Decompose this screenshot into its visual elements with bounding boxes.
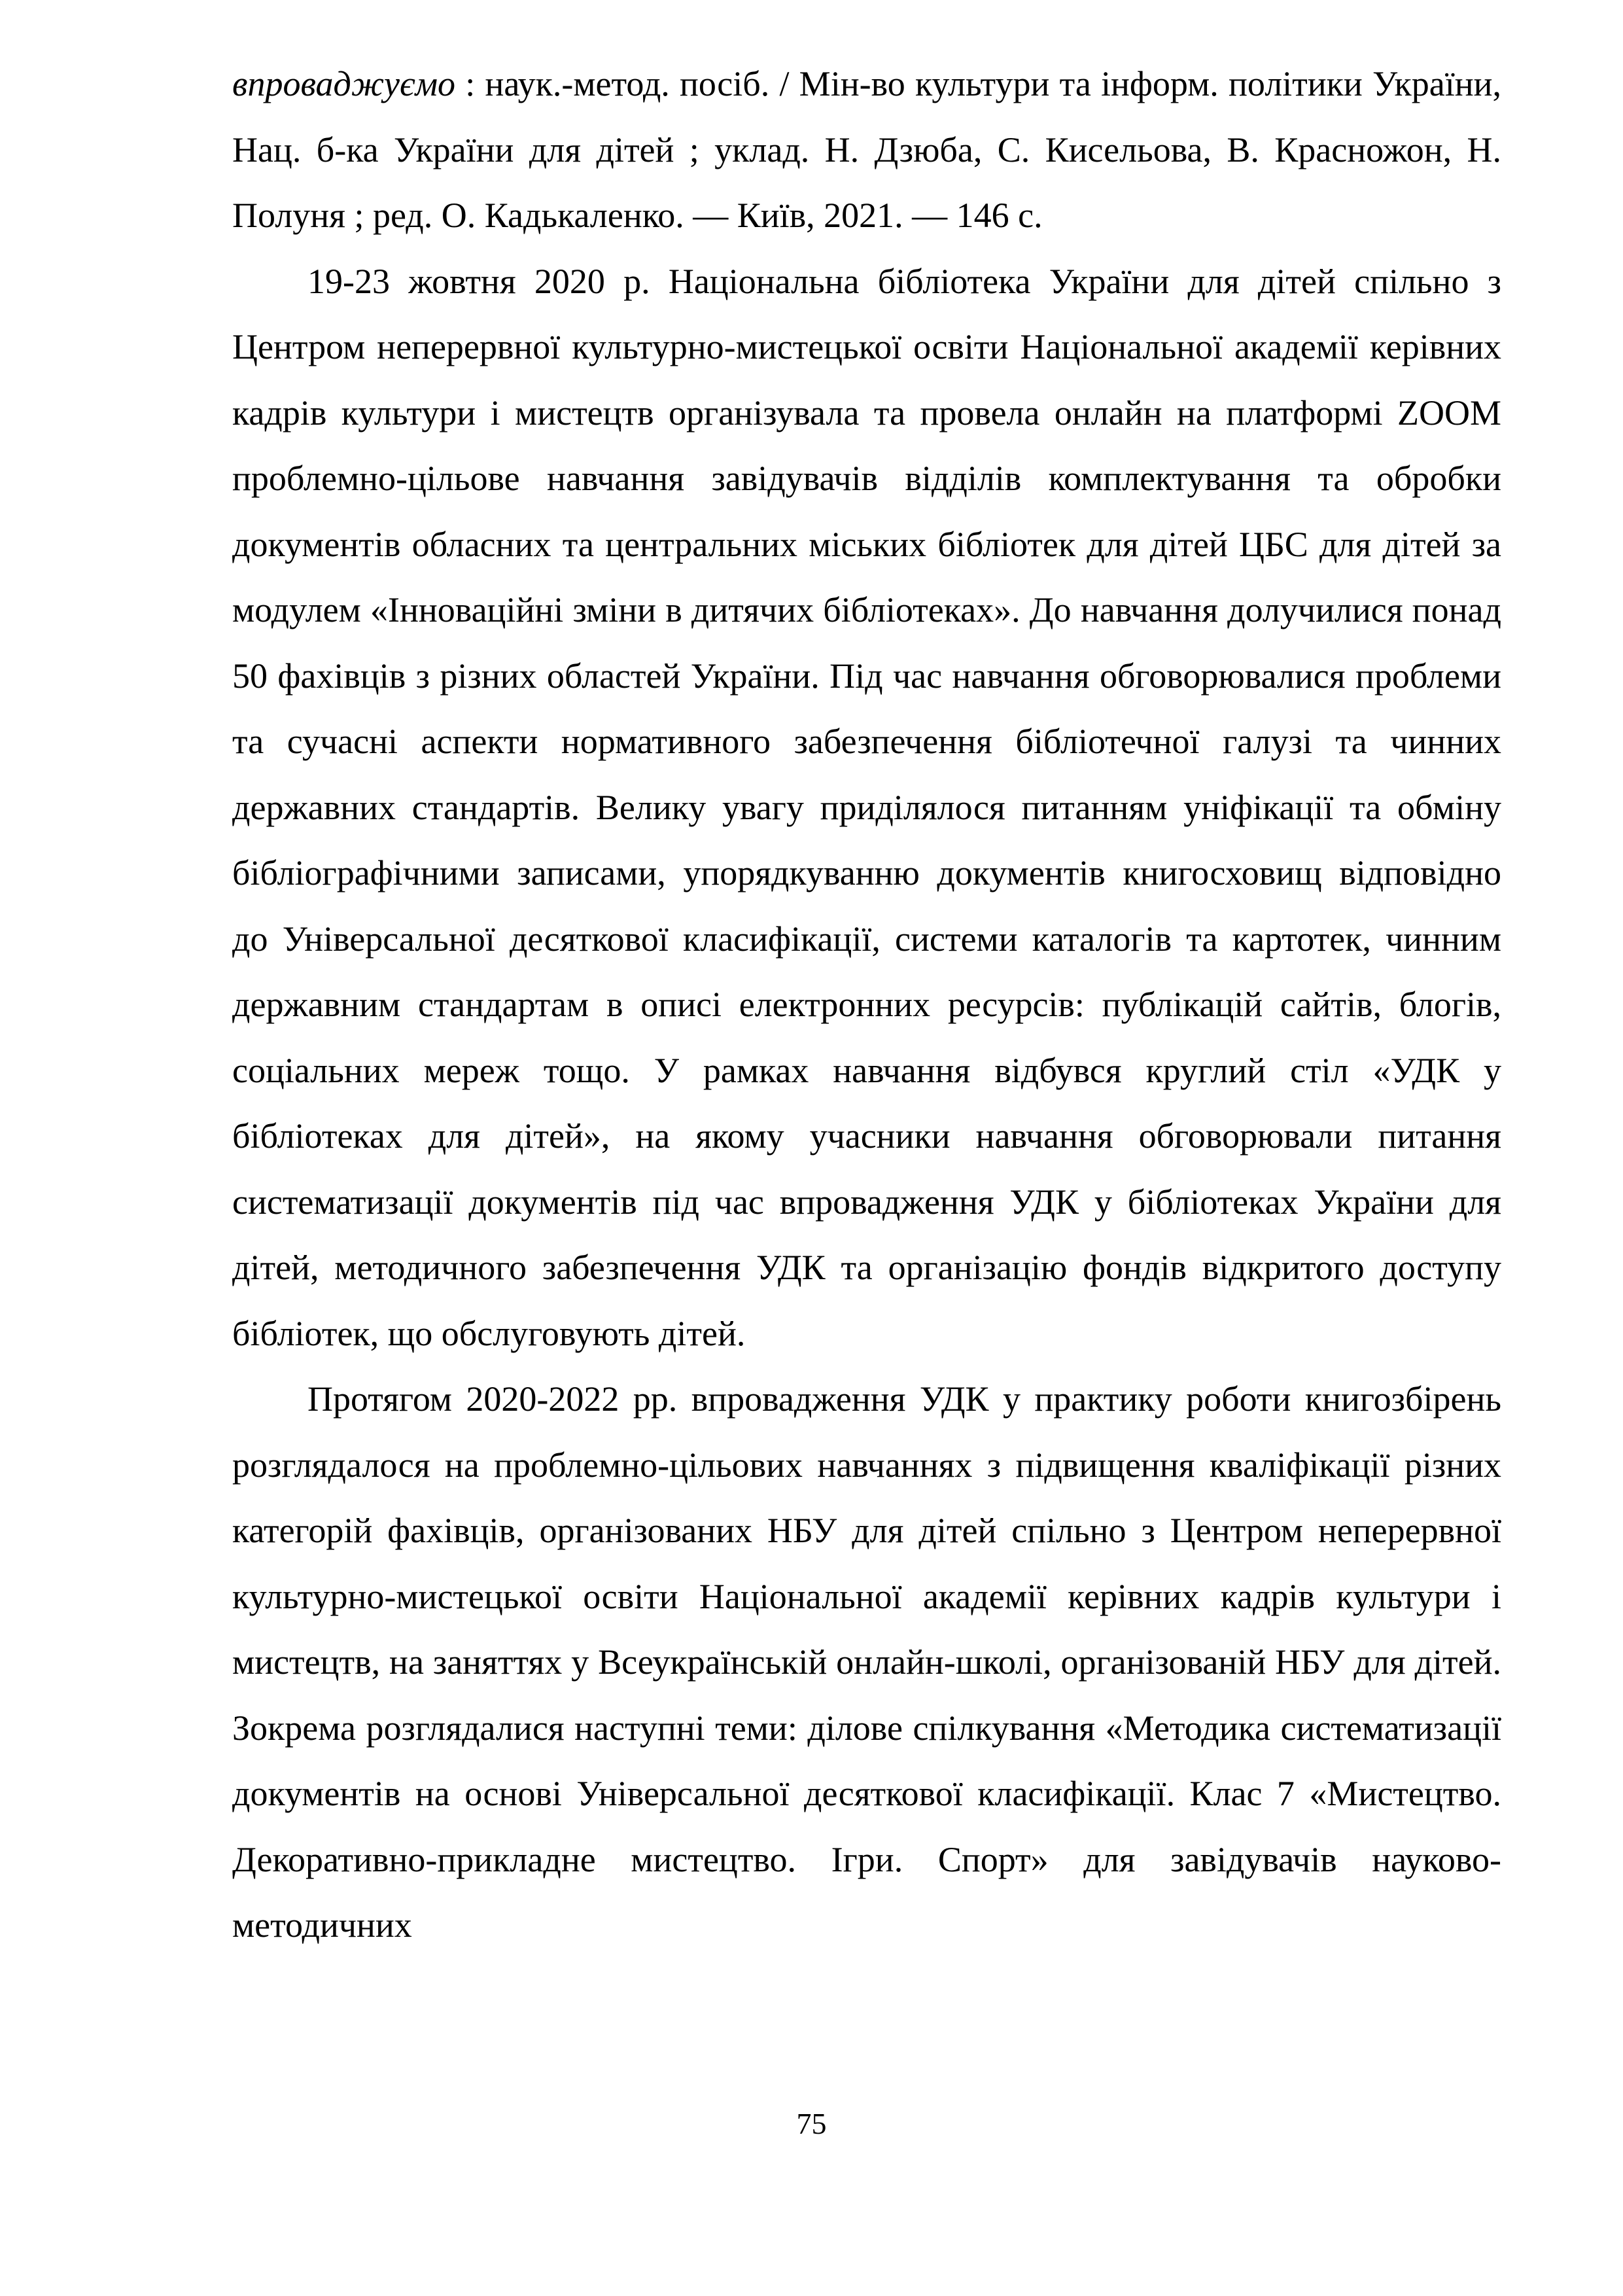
reference-details: : наук.-метод. посіб. / Мін-во культури та інформ. політики України, Нац. б-ка України для дітей ; уклад. Н. Дзюба, С. Кисельова, В. Красножон, Н. Полуня ; ред. О. Кадькаленко. — Київ, 2021. — 146 с. [232, 64, 1501, 235]
reference-title-italic: впроваджуємо [232, 64, 456, 103]
page-number: 75 [796, 2107, 827, 2140]
paragraph-training-2020-2022: Протягом 2020-2022 рр. впровадження УДК у практику роботи книгозбірень розглядалося на проблемно-цільових навчаннях з підвищення кваліфікації різних категорій фахівців, організованих НБУ для дітей спільно з Центром неперервної культурно-мистецької освіти Національної академії керівних кадрів культури і мистецтв, на заняттях у Всеукраїнській онлайн-школі, організованій НБУ для дітей. Зокрема розглядалися наступні теми: ділове спілкування «Методика систематизації документів на основі Універсальної десяткової класифікації. Клас 7 «Мистецтво. Декоративно-прикладне мистецтво. Ігри. Спорт» для завідувачів науково-методичних [232, 1379, 1501, 1945]
page-body [232, 51, 1501, 1958]
paragraph-training-october-2020: 19-23 жовтня 2020 р. Національна бібліотека України для дітей спільно з Центром неперервної культурно-мистецької освіти Національної академії керівних кадрів культури і мистецтв організувала та провела онлайн на платформі ZOOM проблемно-цільове навчання завідувачів відділів комплектування та обробки документів обласних та центральних міських бібліотек для дітей ЦБС для дітей за модулем «Інноваційні зміни в дитячих бібліотеках». До навчання долучилися понад 50 фахівців з різних областей України. Під час навчання обговорювалися проблеми та сучасні аспекти нормативного забезпечення бібліотечної галузі та чинних державних стандартів. Велику увагу приділялося питанням уніфікації та обміну бібліографічними записами, упорядкуванню документів книгосховищ відповідно до Універсальної десяткової класифікації, системи каталогів та картотек, чинним державним стандартам в описі електронних ресурсів: публікацій сайтів, блогів, соціальних мереж тощо. У рамках навчання відбувся круглий стіл «УДК у бібліотеках для дітей», на якому учасники навчання обговорювали питання систематизації документів під час впровадження УДК у бібліотеках України для дітей, методичного забезпечення УДК та організацію фондів відкритого доступу бібліотек, що обслуговують дітей. [232, 261, 1501, 1353]
paragraph-bibliographic-reference [232, 51, 1501, 249]
